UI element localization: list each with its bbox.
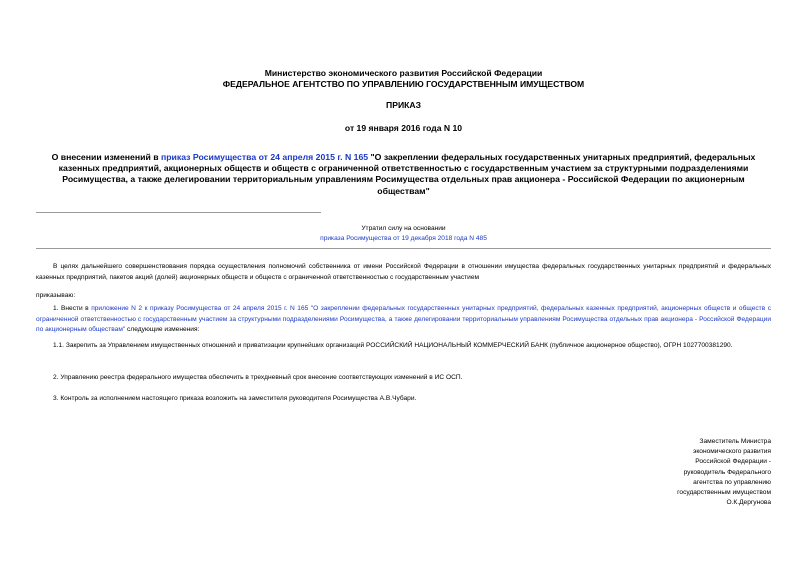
signature-block	[571, 437, 771, 508]
order-word: приказываю:	[36, 292, 76, 299]
signature-line: экономического развития	[692, 448, 771, 456]
signature-line: агентства по управлению	[693, 478, 771, 486]
title-suffix: "О закреплении федеральных государственных унитарных предприятий, федеральных казенных предприятий, акционерных обществ и обществ с ограниченной ответственностью с государственным участием за структурными подразделениями Росимущества, а также делегировании территориальным управлениям Росимущества отдельных прав акционера - Российской Федерации по акционерным обществам"	[58, 152, 756, 196]
divider-short	[36, 212, 321, 213]
document-date-number: от 19 января 2016 года N 10	[344, 123, 463, 133]
divider-long	[36, 248, 771, 249]
preamble-paragraph: В целях дальнейшего совершенствования порядка осуществления полномочий собственника от имени Российской Федерации в отношении имущества федеральных государственных унитарных предприятий и федеральных казенных предприятий, пакетов акций (долей) акционерных обществ и обществ с ограниченной ответственностью с государственным участием	[36, 263, 771, 281]
item-2-paragraph: 2. Управлению реестра федерального имущества обеспечить в трехдневный срок внесение соответствующих изменений в ИС ОСП.	[53, 374, 463, 381]
revoking-order-link[interactable]: приказа Росимущества от 19 декабря 2018 года N 485	[320, 235, 487, 242]
document-type: ПРИКАЗ	[386, 100, 421, 110]
item-1-paragraph	[36, 304, 771, 336]
document-title	[36, 152, 771, 197]
revoked-link-line	[36, 234, 771, 244]
signature-line: Российской Федерации -	[695, 458, 771, 466]
agency-name: ФЕДЕРАЛЬНОЕ АГЕНТСТВО ПО УПРАВЛЕНИЮ ГОСУДАРСТВЕННЫМ ИМУЩЕСТВОМ	[222, 79, 585, 89]
signature-line: Заместитель Министра	[699, 438, 771, 445]
signature-line: государственным имуществом	[677, 489, 771, 497]
title-prefix: О внесении изменений в	[51, 152, 161, 162]
item-3-paragraph: 3. Контроль за исполнением настоящего приказа возложить на заместителя руководителя Росимущества А.В.Чубари.	[53, 395, 417, 402]
item-1-1-paragraph: 1.1. Закрепить за Управлением имущественных отношений и приватизации крупнейших организаций РОССИЙСКИЙ НАЦИОНАЛЬНЫЙ КОММЕРЧЕСКИЙ БАНК (публичное акционерное общество), ОГРН 1027700381290.	[53, 342, 733, 349]
revoked-note: Утратил силу на основании	[361, 225, 446, 232]
signatory-name: О.К.Дергунова	[726, 499, 771, 507]
item-1-suffix: следующие изменения:	[125, 326, 200, 333]
title-order-link[interactable]: приказ Росимущества от 24 апреля 2015 г. N 165	[160, 152, 369, 162]
appendix-link[interactable]: приложение N 2 к приказу Росимущества от 24 апреля 2015 г. N 165 "О закреплении федеральных государственных унитарных предприятий, федеральных казенных предприятий, акционерных обществ и обществ с ограниченной ответственностью с государственным участием за структурными подразделениями Росимущества, а также делегировании территориальным управлениям Росимущества отдельных прав акционера - Российской Федерации по акционерным обществам"	[36, 305, 771, 333]
signature-line: руководитель Федерального	[683, 468, 771, 476]
ministry-name: Министерство экономического развития Российской Федерации	[264, 68, 543, 78]
item-1-prefix: 1. Внести в	[53, 305, 92, 312]
